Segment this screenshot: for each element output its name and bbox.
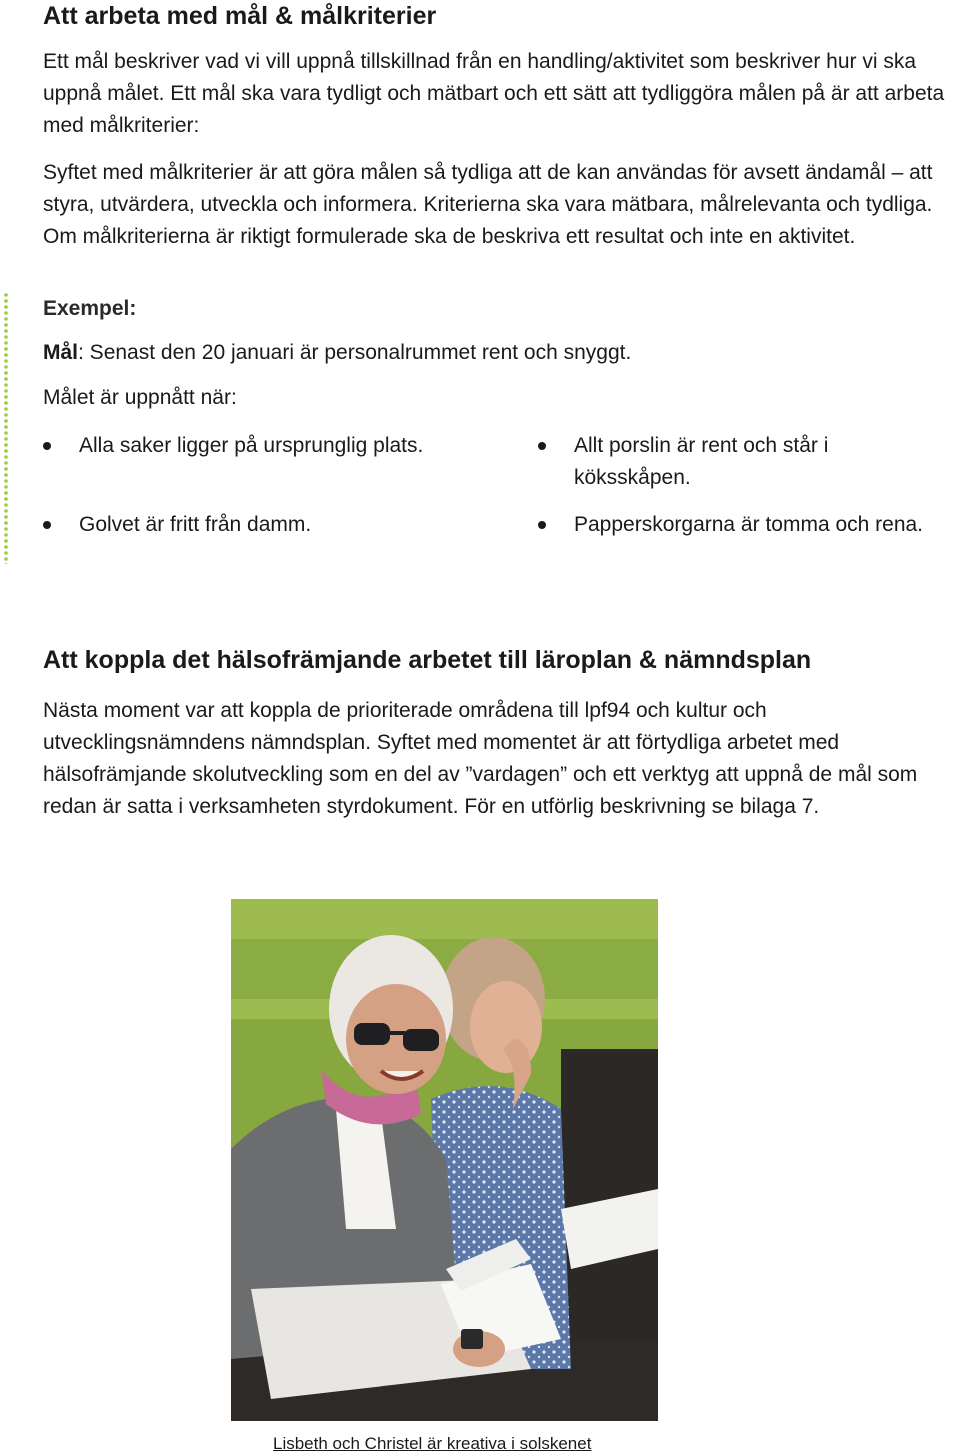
section-heading-goals: Att arbeta med mål & målkriterier bbox=[43, 2, 437, 30]
bullet-icon bbox=[538, 442, 546, 450]
list-item: Golvet är fritt från damm. bbox=[79, 509, 439, 541]
list-item: Alla saker ligger på ursprunglig plats. bbox=[79, 430, 439, 462]
achieved-when-label: Målet är uppnått när: bbox=[43, 386, 237, 409]
bullet-icon bbox=[43, 521, 51, 529]
section-heading-curriculum: Att koppla det hälsofrämjande arbetet till läroplan & nämndsplan bbox=[43, 646, 812, 674]
example-label: Exempel: bbox=[43, 297, 137, 320]
goal-label: Mål bbox=[43, 341, 79, 364]
list-item: Allt porslin är rent och står i köksskåpen. bbox=[574, 430, 904, 494]
bullet-icon bbox=[538, 521, 546, 529]
paragraph-goal-definition: Ett mål beskriver vad vi vill uppnå tillskillnad från en handling/aktivitet som beskriver hur vi ska uppnå målet. Ett mål ska vara tydligt och mätbart och ett sätt att tydliggöra målen på är att arbeta med målkriterier: bbox=[43, 50, 945, 137]
bullet-icon bbox=[43, 442, 51, 450]
goal-example bbox=[43, 341, 631, 365]
photo-two-women-outdoors bbox=[231, 899, 658, 1421]
photo-caption: Lisbeth och Christel är kreativa i solskenet bbox=[273, 1434, 592, 1453]
list-item: Papperskorgarna är tomma och rena. bbox=[574, 509, 934, 541]
goal-text: : Senast den 20 januari är personalrummet rent och snyggt. bbox=[78, 341, 632, 364]
paragraph-curriculum: Nästa moment var att koppla de prioriterade områdena till lpf94 och kultur och utvecklingsnämndens nämndsplan. Syftet med momentet är att förtydliga arbetet med hälsofrämjande skolutveckling som en del av ”vardagen” och ett verktyg att uppnå de mål som redan är satta i verksamheten styrdokument. För en utförlig beskrivning se bilaga 7. bbox=[43, 699, 918, 818]
paragraph-goal-criteria: Syftet med målkriterier är att göra målen så tydliga att de kan användas för avsett ändamål – att styra, utvärdera, utveckla och informera. Kriterierna ska vara mätbara, målrelevanta och tydliga. Om målkriterierna är riktigt formulerade ska de beskriva ett resultat och inte en aktivitet. bbox=[43, 161, 933, 248]
decorative-dotted-border bbox=[3, 292, 9, 564]
